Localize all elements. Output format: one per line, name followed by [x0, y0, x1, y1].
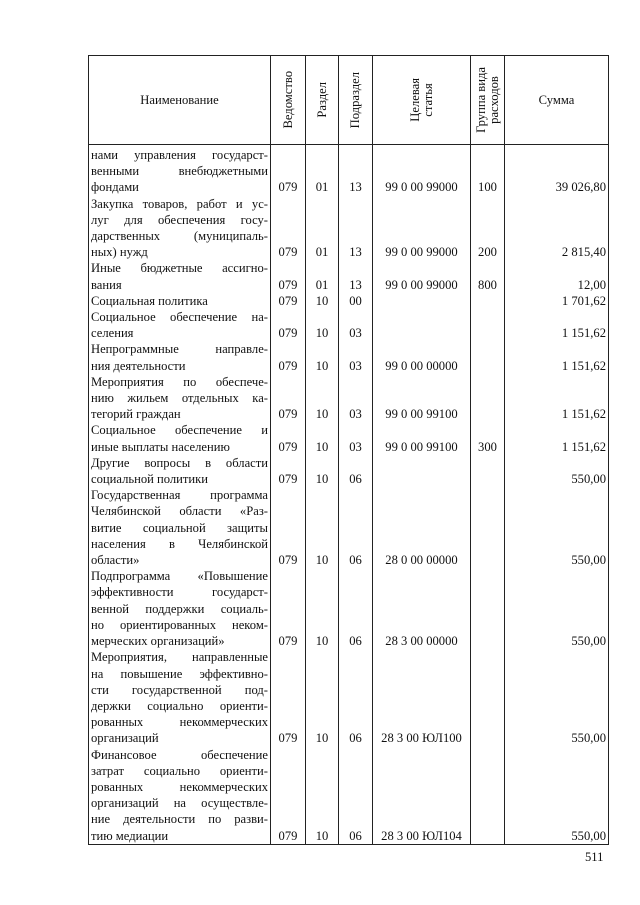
row-name — [89, 455, 271, 487]
row-section: 01 — [306, 260, 339, 292]
row-group: 800 — [471, 260, 505, 292]
row-group — [471, 568, 505, 649]
header-section — [306, 56, 339, 145]
table-row — [89, 341, 609, 373]
header-group-label — [475, 67, 501, 133]
table-row — [89, 196, 609, 261]
row-name-line: рованных некоммерческих — [91, 779, 268, 794]
header-target-line2: статья — [420, 83, 435, 117]
row-sum: 1 151,62 — [505, 309, 609, 341]
row-section: 10 — [306, 747, 339, 845]
row-name-line: Челябинской области «Раз- — [91, 504, 268, 519]
row-name — [89, 568, 271, 649]
header-subsection-label: Подраздел — [348, 71, 362, 129]
row-target: 28 3 00 00000 — [373, 568, 471, 649]
row-name-line: но ориентированных неком- — [91, 617, 268, 632]
row-target: 99 0 00 99000 — [373, 145, 471, 196]
row-subsection: 00 — [339, 293, 373, 309]
row-name-line: тию медиации — [91, 828, 169, 843]
row-dept: 079 — [271, 455, 306, 487]
row-target: 28 0 00 00000 — [373, 487, 471, 568]
row-name-line: венными внебюджетными — [91, 164, 268, 179]
row-subsection: 06 — [339, 455, 373, 487]
row-name — [89, 260, 271, 292]
header-dept — [271, 56, 306, 145]
row-dept: 079 — [271, 260, 306, 292]
header-name-label: Наименование — [140, 92, 219, 107]
header-group-line2: расходов — [486, 76, 501, 124]
row-sum: 2 815,40 — [505, 196, 609, 261]
row-name-line: затрат социально ориенти- — [91, 763, 268, 778]
table-row — [89, 260, 609, 292]
row-section: 10 — [306, 341, 339, 373]
row-name-line: Подпрограмма «Повышение — [91, 569, 268, 584]
row-name-line: социальной политики — [91, 472, 209, 487]
row-group: 300 — [471, 422, 505, 454]
row-name — [89, 341, 271, 373]
row-group — [471, 374, 505, 423]
header-target-label — [409, 78, 435, 122]
row-sum: 550,00 — [505, 455, 609, 487]
row-subsection: 06 — [339, 568, 373, 649]
row-name-line: Мероприятия, направленные — [91, 650, 268, 665]
row-name-line: фондами — [91, 180, 139, 195]
row-name-line: населения в Челябинской — [91, 536, 268, 551]
page-number: 511 — [585, 850, 604, 864]
row-section: 10 — [306, 568, 339, 649]
row-name-line: луг для обеспечения госу- — [91, 212, 268, 227]
row-sum: 12,00 — [505, 260, 609, 292]
row-section: 01 — [306, 145, 339, 196]
row-name-line: ние деятельности по разви- — [91, 812, 268, 827]
row-target: 99 0 00 00000 — [373, 341, 471, 373]
row-section: 10 — [306, 374, 339, 423]
row-target: 28 3 00 ЮЛ100 — [373, 649, 471, 746]
budget-table — [88, 55, 609, 845]
row-target — [373, 293, 471, 309]
table-row — [89, 455, 609, 487]
table-header-row — [89, 56, 609, 145]
row-subsection: 03 — [339, 422, 373, 454]
row-subsection: 06 — [339, 649, 373, 746]
row-group — [471, 341, 505, 373]
table-body — [89, 145, 609, 845]
row-section: 10 — [306, 649, 339, 746]
row-target: 99 0 00 99000 — [373, 196, 471, 261]
header-target-line1: Целевая — [407, 78, 422, 122]
row-subsection: 06 — [339, 487, 373, 568]
row-section: 10 — [306, 422, 339, 454]
row-name-line: Непрограммные направле- — [91, 342, 268, 357]
row-dept: 079 — [271, 487, 306, 568]
row-name — [89, 747, 271, 845]
row-name-line: сти государственной под- — [91, 682, 268, 697]
row-dept: 079 — [271, 145, 306, 196]
row-section: 10 — [306, 293, 339, 309]
table-row — [89, 309, 609, 341]
row-section: 10 — [306, 487, 339, 568]
row-name-line: ных) нужд — [91, 245, 148, 260]
row-name-line: мерческих организаций» — [91, 634, 225, 649]
row-name-line: Финансовое обеспечение — [91, 747, 268, 762]
table-row — [89, 422, 609, 454]
row-name-line: организаций на осуществле- — [91, 796, 268, 811]
row-name — [89, 309, 271, 341]
header-group — [471, 56, 505, 145]
row-target — [373, 309, 471, 341]
row-name-line: тегорий граждан — [91, 407, 181, 422]
row-name — [89, 649, 271, 746]
row-target: 99 0 00 99100 — [373, 374, 471, 423]
row-name — [89, 145, 271, 196]
header-target — [373, 56, 471, 145]
row-target — [373, 455, 471, 487]
row-name — [89, 293, 271, 309]
row-sum: 550,00 — [505, 747, 609, 845]
row-subsection: 06 — [339, 747, 373, 845]
row-target: 99 0 00 99100 — [373, 422, 471, 454]
table-row — [89, 649, 609, 746]
row-sum: 1 151,62 — [505, 341, 609, 373]
row-sum: 1 701,62 — [505, 293, 609, 309]
row-sum: 39 026,80 — [505, 145, 609, 196]
header-sum-label: Сумма — [538, 92, 575, 107]
row-dept: 079 — [271, 422, 306, 454]
row-name-line: Другие вопросы в области — [91, 455, 268, 470]
row-name-line: Иные бюджетные ассигно- — [91, 261, 268, 276]
row-subsection: 03 — [339, 341, 373, 373]
row-name-line: Социальное обеспечение и — [91, 423, 268, 438]
row-group — [471, 487, 505, 568]
row-name — [89, 487, 271, 568]
header-dept-label: Ведомство — [280, 71, 295, 129]
row-dept: 079 — [271, 341, 306, 373]
row-name-line: рованных некоммерческих — [91, 715, 268, 730]
row-section: 10 — [306, 455, 339, 487]
row-group — [471, 649, 505, 746]
row-name-line: на повышение эффективно- — [91, 666, 268, 681]
table-row — [89, 374, 609, 423]
row-name-line: витие социальной защиты — [91, 520, 268, 535]
row-group: 200 — [471, 196, 505, 261]
row-subsection: 03 — [339, 309, 373, 341]
row-name-line: нию жильем отдельных ка- — [91, 391, 268, 406]
row-dept: 079 — [271, 309, 306, 341]
row-subsection: 13 — [339, 260, 373, 292]
row-sum: 550,00 — [505, 568, 609, 649]
row-sum: 1 151,62 — [505, 422, 609, 454]
table-row — [89, 568, 609, 649]
row-target: 99 0 00 99000 — [373, 260, 471, 292]
table-row — [89, 487, 609, 568]
row-name-line: Государственная программа — [91, 488, 268, 503]
row-name-line: дарственных (муниципаль- — [91, 229, 268, 244]
row-sum: 550,00 — [505, 487, 609, 568]
row-name-line: венной поддержки социаль- — [91, 601, 268, 616]
row-name — [89, 196, 271, 261]
row-group — [471, 293, 505, 309]
row-name-line: организаций — [91, 731, 159, 746]
row-name — [89, 422, 271, 454]
row-group — [471, 747, 505, 845]
table-row — [89, 145, 609, 196]
row-subsection: 03 — [339, 374, 373, 423]
row-group — [471, 455, 505, 487]
row-dept: 079 — [271, 293, 306, 309]
row-name-line: нами управления государст- — [91, 148, 268, 162]
row-name-line: иные выплаты населению — [91, 439, 230, 454]
row-name-line: ния деятельности — [91, 358, 186, 373]
header-name — [89, 56, 271, 145]
row-subsection: 13 — [339, 145, 373, 196]
row-group — [471, 309, 505, 341]
row-name-line: Мероприятия по обеспече- — [91, 374, 268, 389]
table-row — [89, 293, 609, 309]
row-name — [89, 374, 271, 423]
row-name-line: Закупка товаров, работ и ус- — [91, 196, 268, 211]
row-sum: 550,00 — [505, 649, 609, 746]
row-dept: 079 — [271, 568, 306, 649]
row-name-line: вания — [91, 277, 122, 292]
row-section: 01 — [306, 196, 339, 261]
row-name-line: Социальное обеспечение на- — [91, 310, 268, 325]
row-name-line: области» — [91, 553, 140, 568]
row-sum: 1 151,62 — [505, 374, 609, 423]
row-name-line: держки социально ориенти- — [91, 698, 268, 713]
row-name-line: селения — [91, 326, 134, 341]
header-group-line1: Группа вида — [473, 67, 488, 133]
row-group: 100 — [471, 145, 505, 196]
header-section-label: Раздел — [314, 82, 329, 118]
row-dept: 079 — [271, 196, 306, 261]
row-dept: 079 — [271, 649, 306, 746]
row-subsection: 13 — [339, 196, 373, 261]
row-name-line: эффективности государст- — [91, 585, 268, 600]
row-dept: 079 — [271, 747, 306, 845]
row-section: 10 — [306, 309, 339, 341]
header-subsection — [339, 56, 373, 145]
row-name-line: Социальная политика — [91, 293, 208, 308]
row-dept: 079 — [271, 374, 306, 423]
header-sum — [505, 56, 609, 145]
row-target: 28 3 00 ЮЛ104 — [373, 747, 471, 845]
table-row — [89, 747, 609, 845]
